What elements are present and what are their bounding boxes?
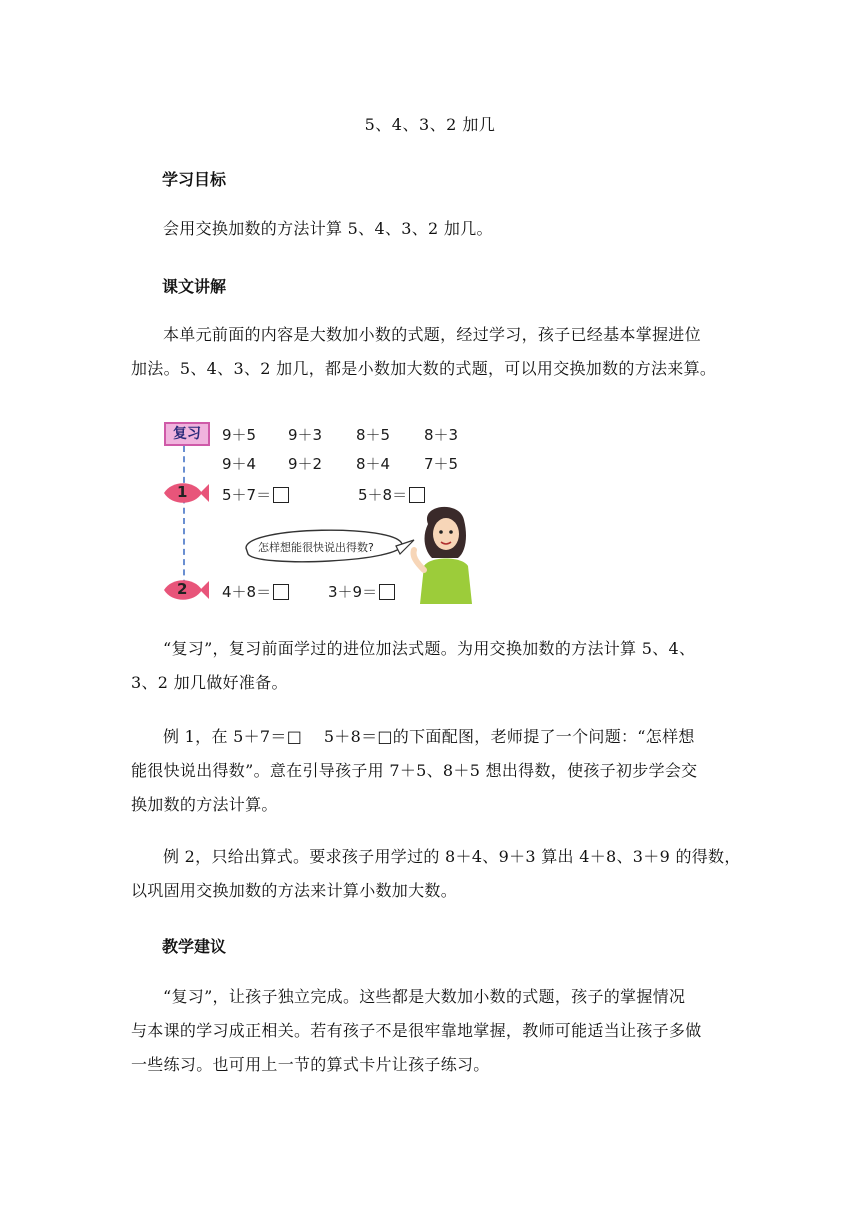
example-number-1: 1 (177, 483, 188, 501)
example-1-line-2: 能很快说出得数”。意在引导孩子用 7＋5、8＋5 想出得数，使孩子初步学会交 (131, 761, 698, 780)
answer-box (379, 584, 395, 600)
advice-line-1: “复习”，让孩子独立完成。这些都是大数加小数的式题，孩子的掌握情况 (163, 987, 686, 1006)
teacher-illustration (410, 500, 480, 604)
review-paragraph (131, 632, 737, 700)
review-expr: 8＋5 (356, 426, 391, 444)
section-heading-advice: 教学建议 (162, 937, 227, 956)
review-expr: 9＋4 (222, 455, 257, 473)
lesson-line-2: 加法。5、4、3、2 加几，都是小数加大数的式题，可以用交换加数的方法来算。 (131, 359, 717, 378)
equation-text: 3＋9＝ (328, 583, 378, 601)
advice-line-3: 一些练习。也可用上一节的算式卡片让孩子练习。 (131, 1055, 490, 1074)
example-1-line-1: 例 1，在 5＋7＝□ 5＋8＝□的下面配图，老师提了一个问题：“怎样想 (163, 727, 695, 746)
example-2-line-2: 以巩固用交换加数的方法来计算小数加大数。 (131, 881, 458, 900)
goals-line: 会用交换加数的方法计算 5、4、3、2 加几。 (163, 219, 493, 238)
review-expr: 8＋4 (356, 455, 391, 473)
example-1-paragraph (131, 720, 737, 822)
example-2-item (222, 581, 289, 602)
review-line-2: 3、2 加几做好准备。 (131, 673, 288, 692)
equation-text: 4＋8＝ (222, 583, 272, 601)
section-heading-lesson: 课文讲解 (162, 277, 227, 296)
speech-bubble-text: 怎样想能很快说出得数? (258, 541, 374, 554)
answer-box (273, 487, 289, 503)
equation-text: 5＋7＝ (222, 486, 272, 504)
equation-text: 5＋8＝ (358, 486, 408, 504)
section-heading-goals: 学习目标 (162, 170, 227, 189)
advice-paragraph (131, 980, 737, 1082)
review-expr: 9＋3 (288, 426, 323, 444)
lesson-line-1: 本单元前面的内容是大数加小数的式题，经过学习，孩子已经基本掌握进位 (163, 325, 701, 344)
review-expr: 8＋3 (424, 426, 459, 444)
lesson-paragraph (131, 318, 737, 386)
example-1-item (222, 484, 289, 505)
review-expr: 9＋5 (222, 426, 257, 444)
review-expr: 7＋5 (424, 455, 459, 473)
review-line-1: “复习”，复习前面学过的进位加法式题。为用交换加数的方法计算 5、4、 (163, 639, 696, 658)
example-number-2: 2 (177, 580, 188, 598)
example-2-item (328, 581, 395, 602)
advice-line-2: 与本课的学习成正相关。若有孩子不是很牢靠地掌握，教师可能适当让孩子多做 (131, 1021, 702, 1040)
dashed-divider (183, 446, 185, 596)
example-2-paragraph (131, 840, 741, 908)
answer-box (273, 584, 289, 600)
goals-paragraph (131, 212, 737, 246)
example-1-line-3: 换加数的方法计算。 (131, 795, 278, 814)
review-badge: 复习 (164, 422, 210, 446)
review-expr: 9＋2 (288, 455, 323, 473)
example-2-line-1: 例 2，只给出算式。要求孩子用学过的 8＋4、9＋3 算出 4＋8、3＋9 的得数， (163, 847, 741, 866)
page-title: 5、4、3、2 加几 (364, 115, 496, 134)
